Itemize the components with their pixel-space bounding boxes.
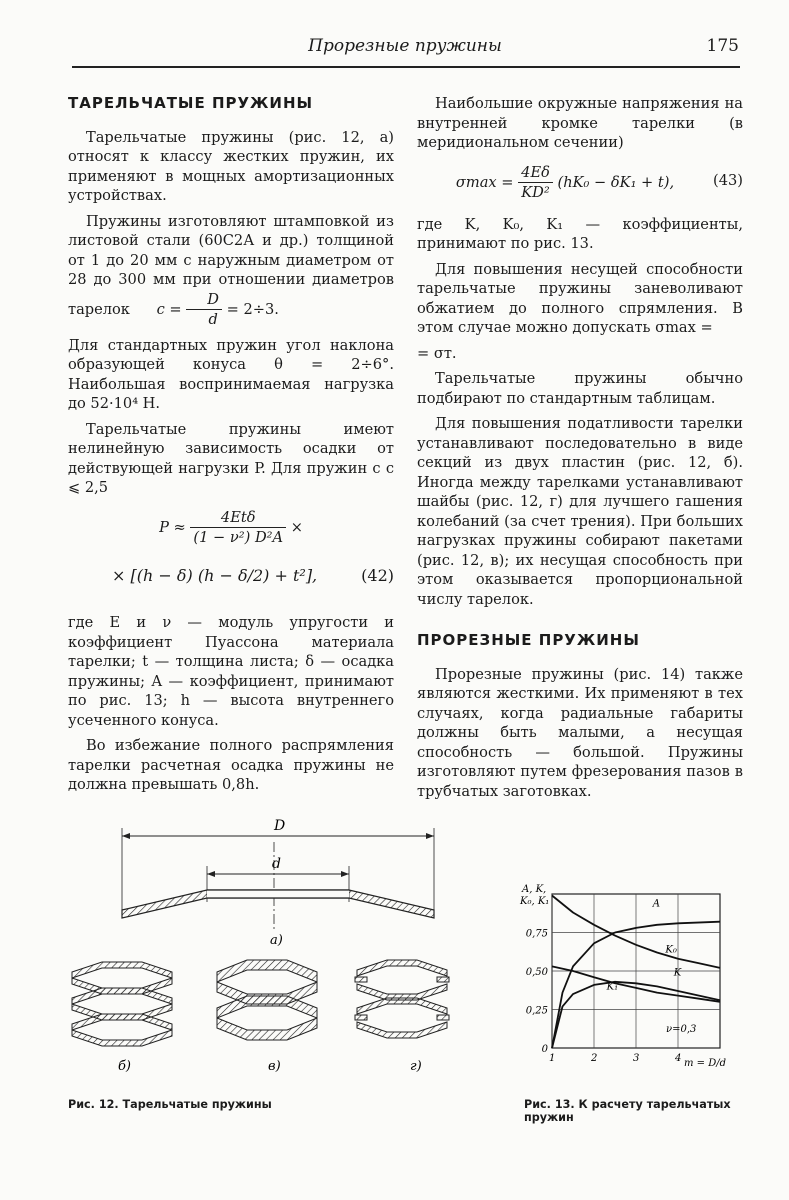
formula-part: × bbox=[290, 518, 303, 536]
ratio-formula bbox=[139, 290, 279, 330]
paragraph: Для повышения несущей способности тарельчатые пружины заневоливают обжатием до полного спрямления. В этом случае можно допускать σmax = bbox=[417, 260, 743, 336]
spring-stack-packs bbox=[217, 960, 317, 1040]
equation-number: (42) bbox=[361, 565, 394, 585]
paragraph: = σт. bbox=[417, 344, 457, 362]
fraction-numerator: D bbox=[186, 290, 222, 311]
figure-12-disc-springs bbox=[62, 812, 452, 1082]
y-tick-label: 0 bbox=[541, 1044, 548, 1055]
fraction-numerator: 4Eδ bbox=[518, 163, 553, 184]
formula-part: × [(h − δ) (h − δ/2) + t²], bbox=[112, 565, 318, 585]
formula-part: (hK₀ − δK₁ + t), bbox=[557, 173, 675, 191]
y-tick-label: 0,25 bbox=[525, 1005, 548, 1017]
section-heading-disc-springs: ТАРЕЛЬЧАТЫЕ ПРУЖИНЫ bbox=[68, 94, 314, 112]
formula-part: σmax = bbox=[455, 173, 514, 191]
paragraph: Тарельчатые пружины (рис. 12, а) относят к классу жестких пружин, их применяют в мощных амортизационных устройствах. bbox=[68, 128, 394, 204]
series-label-K₀: K₀ bbox=[665, 944, 677, 956]
x-tick-label: 4 bbox=[675, 1053, 682, 1064]
label-b: б) bbox=[118, 1059, 132, 1074]
x-tick-label: 3 bbox=[633, 1053, 640, 1064]
equation-42-line2 bbox=[68, 566, 394, 586]
y-axis-label-2: K₀, K₁ bbox=[520, 896, 550, 907]
right-column bbox=[417, 94, 743, 807]
fraction-denominator: d bbox=[208, 311, 218, 328]
paragraph: где E и ν — модуль упругости и коэффициент Пуассона материала тарелки; t — толщина листа; δ — осадка пружины; A — коэффициент, принимают по рис. 13; h — высота внутреннего усеченного конуса. bbox=[68, 614, 394, 729]
equation-42-line1 bbox=[68, 508, 394, 548]
series-label-K: K bbox=[673, 967, 682, 979]
section-heading-slotted-springs: ПРОРЕЗНЫЕ ПРУЖИНЫ bbox=[417, 631, 640, 649]
x-tick-label: 2 bbox=[591, 1053, 598, 1064]
series-label-A: A bbox=[652, 898, 661, 910]
chart-ticks bbox=[526, 929, 682, 1065]
equation-42-fraction bbox=[190, 508, 286, 548]
formula-part: = 2÷3. bbox=[226, 300, 279, 318]
paragraph: Для стандартных пружин угол наклона образующей конуса θ = 2÷6°. Наибольшая воспринимаемая нагрузка до 52·10⁴ Н. bbox=[68, 336, 394, 412]
left-column bbox=[68, 94, 394, 801]
header-rule bbox=[72, 66, 740, 68]
figure-13-caption: Рис. 13. К расчету тарельчатых пружин bbox=[524, 1098, 731, 1124]
y-tick-label: 0,75 bbox=[525, 928, 548, 940]
figure-12-caption: Рис. 12. Тарельчатые пружины bbox=[68, 1098, 272, 1111]
spring-stack-series bbox=[72, 962, 172, 1046]
paragraph: Для повышения податливости тарелки устанавливают последовательно в виде секций из двух пластин (рис. 12, б). Иногда между тарелками устанавливают шайбы (рис. 12, г) для лучшего гашения колебаний (за счет трения). При больших нагрузках пружины собирают пакетами (рис. 12, в); их несущая способность при этом оказывается пропорциональной числу тарелок. bbox=[417, 415, 743, 608]
label-a: а) bbox=[270, 933, 283, 948]
fraction-numerator: 4Etδ bbox=[190, 508, 286, 529]
paragraph: Наибольшие окружные напряжения на внутренней кромке тарелки (в меридиональном сечении) bbox=[417, 95, 743, 151]
paragraph-text: Пружины изготовляют штамповкой из листовой стали (60С2А и др.) толщиной от 1 до 20 мм с наружным диаметром от 28 до 300 мм при отношении диаметров тарелок bbox=[68, 212, 394, 318]
formula-part: c = bbox=[156, 300, 182, 318]
paragraph: где K, K₀, K₁ — коэффициенты, принимают по рис. 13. bbox=[417, 215, 743, 252]
equation-43 bbox=[417, 163, 743, 203]
formula-part: P ≈ bbox=[159, 518, 186, 536]
ratio-fraction bbox=[186, 290, 222, 330]
chart-annotation-nu: ν=0,3 bbox=[666, 1024, 697, 1035]
equation-43-fraction bbox=[518, 163, 553, 203]
series-label-K₁: K₁ bbox=[606, 981, 619, 993]
spring-stack-washers bbox=[355, 960, 449, 1038]
paragraph: Прорезные пружины (рис. 14) также являются жесткими. Их применяют в тех случаях, когда радиальные габариты должны быть малыми, а несущая способность — большой. Пружины изготовляют путем фрезерования пазов в трубчатых заготовках. bbox=[417, 665, 743, 800]
x-axis-label: m = D/d bbox=[684, 1058, 727, 1069]
label-v: в) bbox=[268, 1059, 281, 1074]
running-title: Прорезные пружины bbox=[308, 36, 502, 56]
label-D: D bbox=[274, 818, 286, 834]
equation-number: (43) bbox=[713, 171, 743, 189]
paragraph: Тарельчатые пружины обычно подбирают по стандартным таблицам. bbox=[417, 370, 743, 407]
y-axis-label-1: A, K, bbox=[522, 884, 547, 895]
label-g: г) bbox=[410, 1059, 422, 1074]
fraction-denominator: KD² bbox=[521, 184, 550, 201]
page-number: 175 bbox=[706, 36, 739, 56]
label-d: d bbox=[272, 856, 281, 872]
fraction-denominator: (1 − ν²) D²A bbox=[193, 529, 284, 546]
y-tick-label: 0,50 bbox=[525, 967, 548, 978]
figure-13-chart bbox=[516, 880, 736, 1080]
paragraph bbox=[68, 212, 394, 330]
paragraph: Тарельчатые пружины имеют нелинейную зависимость осадки от действующей нагрузки P. Для пружин с c ⩽ 2,5 bbox=[68, 420, 394, 496]
paragraph: Во избежание полного распрямления тарелки расчетная осадка пружины не должна превышать 0,8h. bbox=[68, 737, 394, 793]
x-tick-label: 1 bbox=[549, 1053, 556, 1064]
